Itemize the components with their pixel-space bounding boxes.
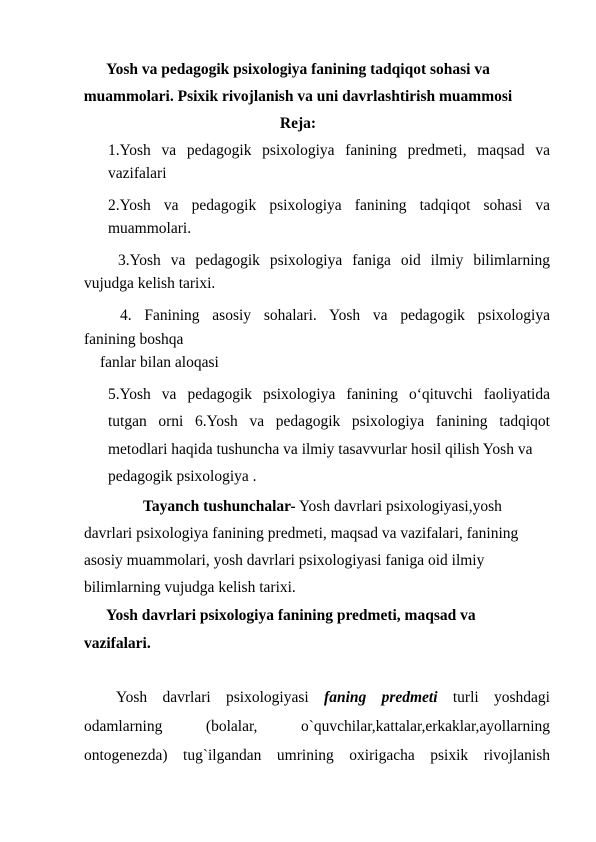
plan-item-3: 3.Yosh va pedagogik psixologiya faniga oid ilmiy bilimlarning [118,252,550,269]
plan-item-2-cont: muammolari. [108,220,192,237]
plan-item-4-cont-2: fanlar bilan aloqasi [100,354,219,371]
title-line-1: Yosh va pedagogik psixologiya fanining tadqiqot sohasi va [106,61,490,78]
title-line-2: muammolari. Psixik rivojlanish va uni davrlashtirish muammosi [83,88,513,105]
plan-item-1: 1.Yosh va pedagogik psixologiya fanining predmeti, maqsad va [108,142,550,159]
plan-heading: Reja: [279,115,317,132]
plan-item-2: 2.Yosh va pedagogik psixologiya fanining tadqiqot sohasi va [108,197,550,214]
section-heading-line-2: vazifalari. [84,635,151,652]
key-terms-line-2: davrlari psixologiya fanining predmeti, maqsad va vazifalari, fanining [84,525,519,542]
key-terms-line-3: asosiy muammolari, yosh davrlari psixologiyasi faniga oid ilmiy [84,552,485,569]
emphasis-subject: faning predmeti [324,689,438,706]
plan-item-1-cont: vazifalari [108,165,167,182]
plan-item-5: 5.Yosh va pedagogik psixologiya fanining o‘qituvchi faoliyatida [108,386,550,403]
paragraph-line-3: ontogenezda) tug`ilgandan umrining oxirigacha psixik rivojlanish [84,747,550,764]
key-terms-line-4: bilimlarning vujudga kelish tarixi. [84,579,296,596]
plan-item-3-cont: vujudga kelish tarixi. [84,275,216,292]
section-heading-line-1: Yosh davrlari psixologiya fanining predmeti, maqsad va [106,607,476,624]
plan-item-4-cont: fanining boshqa [84,331,184,348]
paragraph-line-2: odamlarning (bolalar, o`quvchilar,kattalar,erkaklar,ayollarning [84,718,550,735]
plan-item-6-cont: metodlari haqida tushuncha va ilmiy tasavvurlar hosil qilish Yosh va [108,441,533,458]
plan-item-6-cont-2: pedagogik psixologiya . [108,468,257,485]
key-terms-line-1: Tayanch tushunchalar- Yosh davrlari psixologiyasi,yosh [143,498,502,515]
plan-item-4: 4. Fanining asosiy sohalari. Yosh va pedagogik psixologiya [120,307,550,324]
key-terms-label: Tayanch tushunchalar- [143,498,296,515]
plan-item-5-cont: tutgan orni 6.Yosh va pedagogik psixologiya fanining tadqiqot [108,413,550,430]
paragraph-line-1: Yosh davrlari psixologiyasi faning predmeti turli yoshdagi [116,689,550,706]
